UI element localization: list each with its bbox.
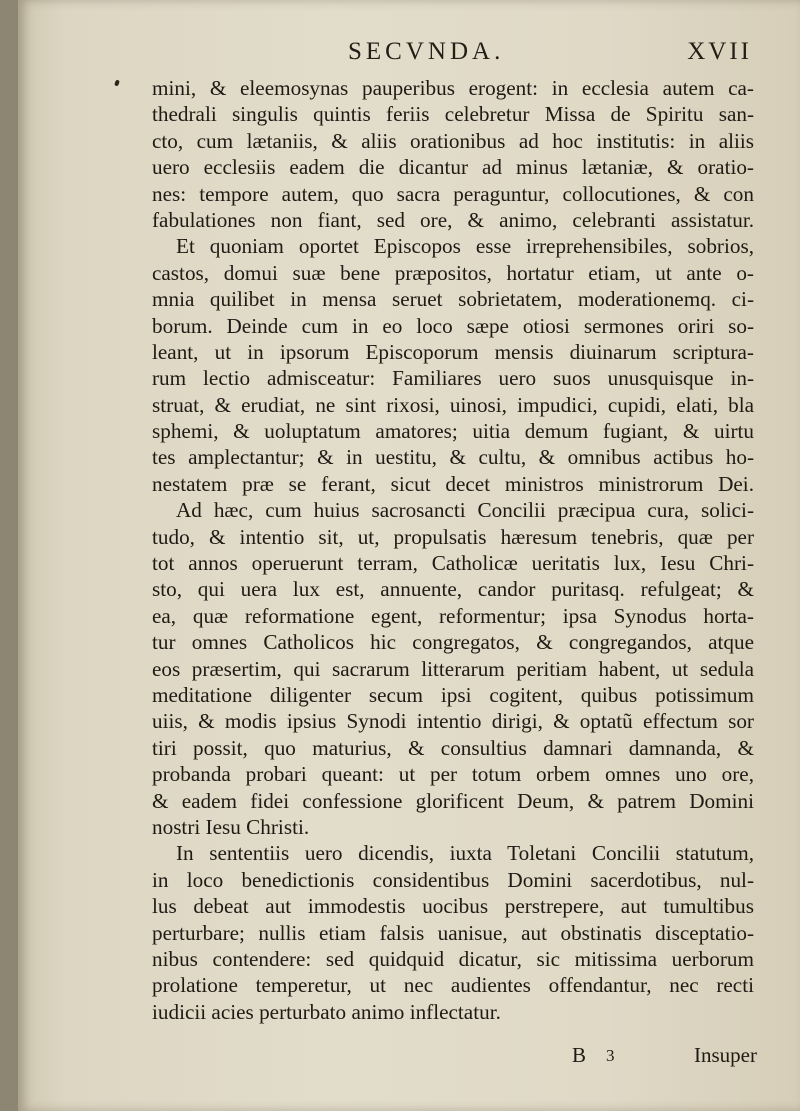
text-line: & eadem fidei confessione glorificent Deum, & patrem Domini — [152, 788, 754, 813]
text-line: prolatione temperetur, ut nec audientes offendantur, nec recti — [152, 973, 754, 998]
text-line: perturbare; nullis etiam falsis uanisue, aut obstinatis disceptatio- — [152, 920, 754, 945]
paragraph-4 — [152, 840, 754, 1025]
text-line: Et quoniam oportet Episcopos esse irreprehensibiles, sobrios, — [176, 234, 754, 259]
margin-ink-mark — [114, 79, 120, 86]
text-line: leant, ut in ipsorum Episcoporum mensis diuinarum scriptura- — [152, 339, 754, 364]
paragraph-1 — [152, 75, 754, 233]
text-line: mnia quilibet in mensa seruet sobrietatem, moderationemq. ci- — [152, 287, 754, 312]
text-line: iudicii acies perturbato animo inflectatur. — [152, 999, 501, 1024]
text-line: probanda probari queant: ut per totum orbem omnes uno ore, — [152, 762, 754, 787]
text-line: rum lectio admisceatur: Familiares uero suos unusquisque in- — [152, 366, 754, 391]
running-head-title: SECVNDA. — [348, 38, 505, 65]
text-line: meditatione diligenter secum ipsi cogitent, quibus potissimum — [152, 682, 754, 707]
text-line: in loco benedictionis considentibus Domini sacerdotibus, nul- — [152, 867, 754, 892]
printed-page — [18, 0, 800, 1111]
text-line: lus debeat aut immodestis uocibus perstrepere, aut tumultibus — [152, 894, 754, 919]
text-line: nestatem præ se ferant, sicut decet ministros ministrorum Dei. — [152, 471, 754, 496]
text-line: tiri possit, quo maturius, & consultius damnari damnanda, & — [152, 735, 754, 760]
catchword: Insuper — [694, 1043, 757, 1067]
text-line: ea, quæ reformatione egent, reformentur; ipsa Synodus horta- — [152, 603, 754, 628]
body-text — [152, 75, 754, 1025]
text-line: tes amplectantur; & in uestitu, & cultu, & omnibus actibus ho- — [152, 445, 754, 470]
text-line: thedrali singulis quintis feriis celebretur Missa de Spiritu san- — [152, 102, 754, 127]
text-line: nibus contendere: sed quidquid dicatur, sic mitissima uerborum — [152, 946, 754, 971]
signature-mark: B — [572, 1043, 587, 1067]
text-line: tur omnes Catholicos hic congregatos, & congregandos, atque — [152, 630, 754, 655]
running-head — [133, 38, 752, 68]
text-line: uero ecclesiis eadem die dicantur ad minus lætaniæ, & oratio- — [152, 155, 754, 180]
text-line: struat, & erudiat, ne sint rixosi, uinosi, impudici, cupidi, elati, bla — [152, 392, 754, 417]
text-line: tot annos operuerunt terram, Catholicæ ueritatis lux, Iesu Chri- — [152, 551, 754, 576]
paragraph-3 — [152, 497, 754, 840]
text-line: borum. Deinde cum in eo loco sæpe otiosi sermones oriri so- — [152, 313, 754, 338]
text-line: nostri Iesu Christi. — [152, 814, 310, 839]
text-line: sphemi, & uoluptatum amatores; uitia demum fugiant, & uirtu — [152, 419, 754, 444]
page-footer — [572, 1043, 757, 1071]
signature-number: 3 — [606, 1046, 615, 1065]
text-line: mini, & eleemosynas pauperibus erogent: in ecclesia autem ca- — [152, 76, 754, 100]
text-line: nes: tempore autem, quo sacra peraguntur, collocutiones, & con — [152, 181, 754, 206]
text-line: In sententiis uero dicendis, iuxta Toletani Concilii statutum, — [176, 841, 754, 866]
text-line: fabulationes non fiant, sed ore, & animo, celebranti assistatur. — [152, 207, 754, 232]
text-line: eos præsertim, qui sacrarum litterarum peritiam habent, ut sedula — [152, 656, 754, 681]
text-line: sto, qui uera lux est, annuente, candor puritasq. refulgeat; & — [152, 577, 754, 602]
paragraph-2 — [152, 233, 754, 497]
text-line: uiis, & modis ipsius Synodi intentio dirigi, & optatũ effectum sor — [152, 709, 754, 734]
text-line: Ad hæc, cum huius sacrosancti Concilii præcipua cura, solici- — [176, 498, 754, 523]
text-line: tudo, & intentio sit, ut, propulsatis hæresum tenebris, quæ per — [152, 524, 754, 549]
text-line: castos, domui suæ bene præpositos, hortatur etiam, ut ante o- — [152, 260, 754, 285]
text-line: cto, cum lætaniis, & aliis orationibus ad hoc institutis: in aliis — [152, 128, 754, 153]
folio-number: XVII — [687, 38, 752, 65]
